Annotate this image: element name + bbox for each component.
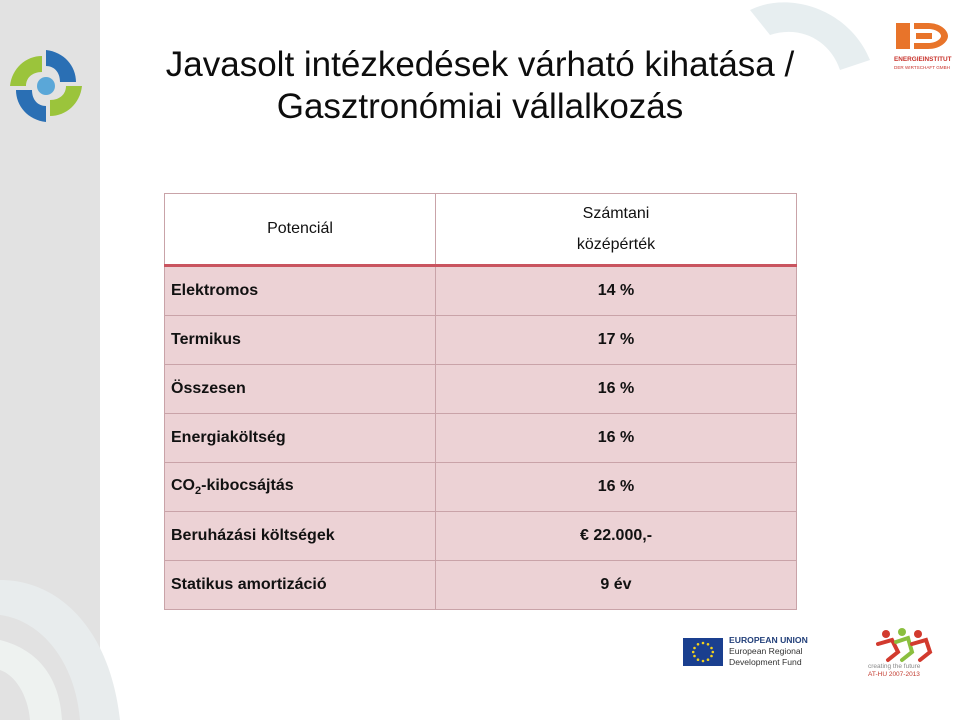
row-label-text: Összesen [171, 380, 246, 397]
logo-text-2: DER WIRTSCHAFT GMBH [894, 65, 950, 70]
row-value: € 22.000,- [436, 512, 797, 561]
table-row [165, 316, 797, 365]
row-label-text: Elektromos [171, 282, 259, 299]
row-label [165, 561, 436, 610]
row-label-text: Energiaköltség [171, 429, 286, 446]
co2-suffix: -kibocsájtás [201, 476, 294, 494]
at-hu-line-2: AT-HU 2007-2013 [868, 671, 920, 678]
header-potencial: Potenciál [165, 194, 436, 266]
eu-line-2: European Regional [729, 646, 803, 656]
co2-subscript: 2 [195, 485, 202, 498]
row-label-text: Termikus [171, 331, 241, 348]
table-row [165, 414, 797, 463]
decor-swirl-bottom-icon [0, 560, 160, 720]
row-value: 17 % [436, 316, 797, 365]
page-title [100, 44, 860, 128]
eu-line-3: Development Fund [729, 657, 802, 667]
row-label [165, 414, 436, 463]
row-label-text: Statikus amortizáció [171, 576, 327, 593]
row-label-text: Beruházási költségek [171, 527, 335, 544]
table-row [165, 561, 797, 610]
header-mean-line1: Számtani [582, 205, 650, 222]
table-row [165, 512, 797, 561]
eu-funding-block [683, 635, 823, 671]
table-row [165, 463, 797, 512]
table-row [165, 365, 797, 414]
eu-flag-icon [683, 638, 723, 666]
row-value: 14 % [436, 266, 797, 316]
row-value: 16 % [436, 414, 797, 463]
energieinstitut-logo [894, 17, 956, 79]
co2-prefix: CO [171, 476, 195, 494]
header-mean-line2: középérték [576, 236, 656, 253]
row-label [165, 365, 436, 414]
row-label-text [165, 476, 294, 498]
title-line-1: Javasolt intézkedések várható kihatása / [165, 45, 795, 84]
eu-line-1: EUROPEAN UNION [729, 635, 808, 645]
row-label [165, 266, 436, 316]
at-hu-text [868, 663, 948, 679]
row-value: 16 % [436, 463, 797, 512]
at-hu-line-1: creating the future [868, 663, 921, 670]
swirl-logo-icon [0, 40, 100, 140]
row-label [165, 512, 436, 561]
eu-text [729, 635, 808, 668]
logo-text-1: ENERGIEINSTITUT [894, 56, 952, 63]
header-mean [436, 194, 797, 266]
table-row [165, 266, 797, 316]
row-label [165, 463, 436, 512]
results-table [164, 193, 797, 610]
row-value: 16 % [436, 365, 797, 414]
row-label [165, 316, 436, 365]
row-value: 9 év [436, 561, 797, 610]
table-header-row [165, 194, 797, 266]
title-line-2: Gasztronómiai vállalkozás [276, 87, 684, 126]
